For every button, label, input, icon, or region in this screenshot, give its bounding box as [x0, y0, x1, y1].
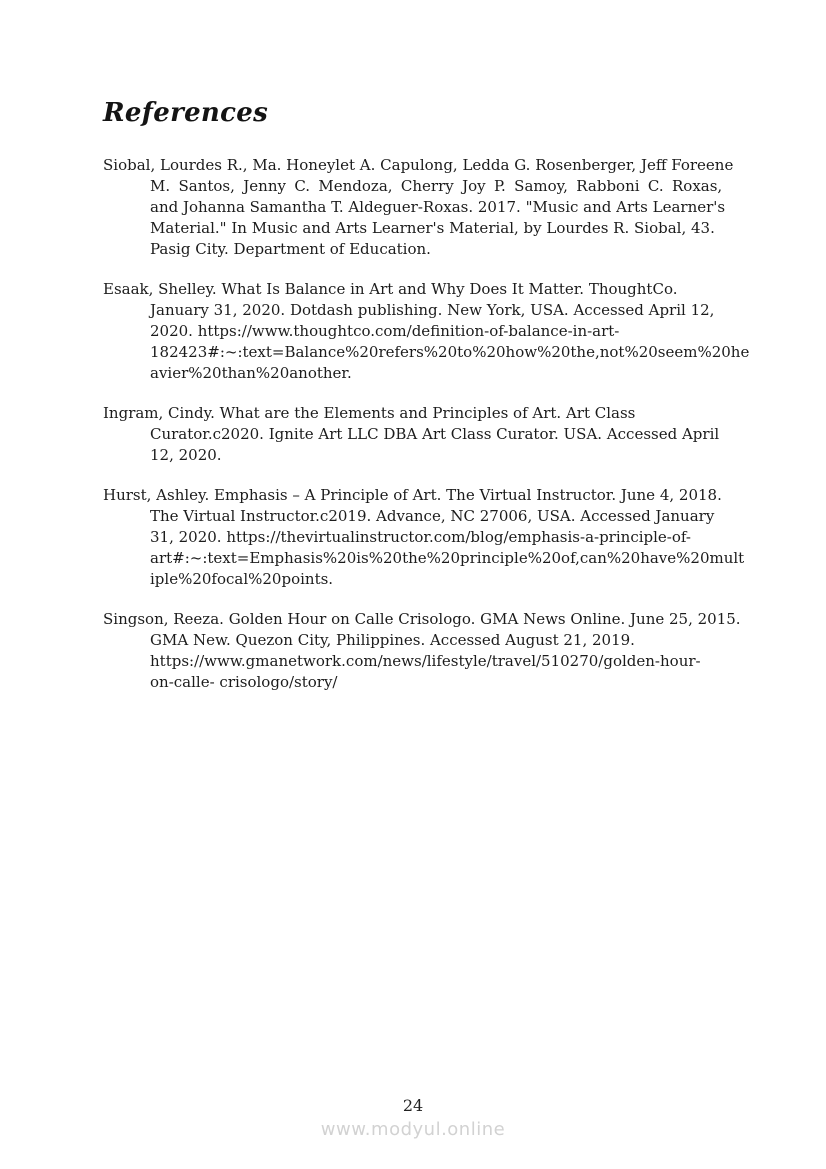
reference-line: Siobal, Lourdes R., Ma. Honeylet A. Capulong, Ledda G. Rosenberger, Jeff Foreene: [103, 156, 734, 174]
reference-line: GMA New. Quezon City, Philippines. Accessed August 21, 2019.: [150, 631, 635, 649]
reference-line: and Johanna Samantha T. Aldeguer-Roxas. 2017. "Music and Arts Learner's: [150, 198, 726, 216]
reference-entry: [103, 403, 748, 466]
reference-line: January 31, 2020. Dotdash publishing. New York, USA. Accessed April 12,: [150, 301, 715, 319]
reference-line: Material." In Music and Arts Learner's Material, by Lourdes R. Siobal, 43.: [150, 219, 715, 237]
reference-line: 2020. https://www.thoughtco.com/definition-of-balance-in-art-: [150, 322, 620, 340]
reference-entry: [103, 279, 748, 384]
reference-line: avier%20than%20another.: [150, 364, 352, 382]
reference-line: Hurst, Ashley. Emphasis – A Principle of Art. The Virtual Instructor. June 4, 2018.: [103, 486, 722, 504]
reference-line: M. Santos, Jenny C. Mendoza, Cherry Joy P. Samoy, Rabboni C. Roxas,: [150, 177, 723, 195]
watermark: www.modyul.online: [320, 1119, 506, 1140]
reference-entry: [103, 485, 748, 590]
reference-line: Pasig City. Department of Education.: [150, 240, 431, 258]
reference-line: Ingram, Cindy. What are the Elements and Principles of Art. Art Class: [103, 404, 636, 422]
reference-line: on-calle- crisologo/story/: [150, 673, 338, 691]
reference-line: Curator.c2020. Ignite Art LLC DBA Art Class Curator. USA. Accessed April: [150, 425, 720, 443]
reference-line: iple%20focal%20points.: [150, 570, 334, 588]
reference-entry: [103, 609, 748, 693]
page-number: 24: [402, 1096, 424, 1115]
reference-line: art#:~:text=Emphasis%20is%20the%20principle%20of,can%20have%20mult: [150, 549, 745, 567]
reference-line: https://www.gmanetwork.com/news/lifestyle/travel/510270/golden-hour-: [150, 652, 701, 670]
reference-entry: [103, 155, 748, 260]
reference-line: The Virtual Instructor.c2019. Advance, NC 27006, USA. Accessed January: [150, 507, 715, 525]
page-content: [103, 97, 748, 712]
reference-line: 31, 2020. https://thevirtualinstructor.com/blog/emphasis-a-principle-of-: [150, 528, 691, 546]
reference-line: Esaak, Shelley. What Is Balance in Art and Why Does It Matter. ThoughtCo.: [103, 280, 678, 298]
reference-line: Singson, Reeza. Golden Hour on Calle Crisologo. GMA News Online. June 25, 2015.: [103, 610, 741, 628]
page-title: References: [103, 98, 269, 128]
references-list: [103, 155, 748, 693]
reference-line: 12, 2020.: [150, 446, 222, 464]
reference-line: 182423#:~:text=Balance%20refers%20to%20how%20the,not%20seem%20he: [150, 343, 750, 361]
